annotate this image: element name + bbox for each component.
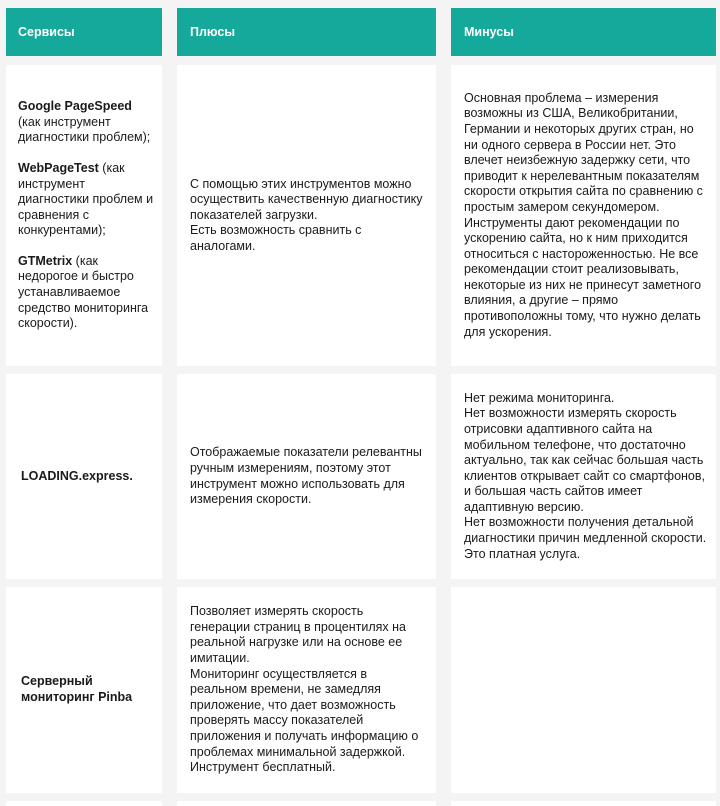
header-services-label: Сервисы bbox=[18, 25, 75, 39]
pros-text: Инструмент бесплатный. bbox=[190, 760, 336, 775]
row-3-services bbox=[6, 587, 162, 793]
row-3-pros bbox=[177, 587, 436, 793]
row-2-pros bbox=[177, 374, 436, 579]
row-1-services bbox=[6, 65, 162, 366]
cons-text: Основная проблема – измерения возможны из США, Великобритании, Германии и некоторых других стран, но ни одного сервера в России нет. Это влечет неизбежную задержку сети, что приводит к нерелевантным показателям скорости открытия сайта по сравнению с простым замером секундомером. bbox=[464, 90, 703, 214]
row-4-cons bbox=[451, 801, 716, 806]
service-name: LOADING.express. bbox=[21, 468, 133, 483]
row-2-cons bbox=[451, 374, 716, 579]
service-note: (как инструмент диагностики проблем); bbox=[18, 114, 151, 145]
cons-text: Инструменты дают рекомендации по ускорению сайта, но к ним приходится относиться с настороженностью. Не все рекомендации стоит реализовывать, некоторые из них не принесут заметного влияния, а другие – прямо противоположны тому, что нужно делать для ускорения. bbox=[464, 215, 702, 339]
header-cons bbox=[451, 8, 716, 56]
header-pros-label: Плюсы bbox=[190, 25, 236, 39]
service-name: WebPageTest bbox=[18, 160, 99, 175]
row-2-services bbox=[6, 374, 162, 579]
pros-text: Позволяет измерять скорость генерации страниц в процентилях на реальной нагрузке или на основе ее имитации. bbox=[190, 604, 406, 666]
row-3-cons bbox=[451, 587, 716, 793]
service-name: Серверный мониторинг Pinba bbox=[21, 674, 133, 704]
row-4-services bbox=[6, 801, 162, 806]
header-cons-label: Минусы bbox=[464, 25, 514, 39]
service-note: (как недорогое и быстро устанавливаемое средство мониторинга скорости). bbox=[18, 253, 149, 331]
service-name: Google PageSpeed bbox=[18, 99, 132, 114]
service-name: GTMetrix bbox=[18, 253, 73, 268]
pros-text: Есть возможность сравнить с аналогами. bbox=[190, 223, 362, 253]
header-pros bbox=[177, 8, 436, 56]
service-item bbox=[18, 161, 156, 239]
cons-text: Это платная услуга. bbox=[464, 546, 581, 561]
row-4-pros bbox=[177, 801, 436, 806]
cons-text: Нет возможности измерять скорость отрисовки адаптивного сайта на мобильном телефоне, что достаточно актуально, так как сейчас большая часть клиентов открывает сайт со смартфонов, и большая часть сайтов имеет адаптивную версию. bbox=[464, 406, 705, 514]
cons-text: Нет режима мониторинга. bbox=[464, 390, 615, 405]
row-1-cons bbox=[451, 65, 716, 366]
cons-text: Нет возможности получения детальной диагностики причин медленной скорости. bbox=[464, 515, 707, 546]
row-1-pros bbox=[177, 65, 436, 366]
service-item bbox=[18, 254, 156, 332]
pros-text: Отображаемые показатели релевантны ручным измерениям, поэтому этот инструмент можно использовать для измерения скорости. bbox=[190, 445, 422, 507]
service-item bbox=[18, 99, 156, 146]
service-note: (как инструмент диагностики проблем и сравнения с конкурентами); bbox=[18, 160, 154, 238]
pros-text: С помощью этих инструментов можно осуществить качественную диагностику показателей загрузки. bbox=[190, 176, 423, 222]
header-services bbox=[6, 8, 162, 56]
pros-text: Мониторинг осуществляется в реальном времени, не замедляя приложение, что дает возможность проверять массу показателей приложения и получать информацию о проблемах минимальной задержкой. bbox=[190, 666, 419, 759]
